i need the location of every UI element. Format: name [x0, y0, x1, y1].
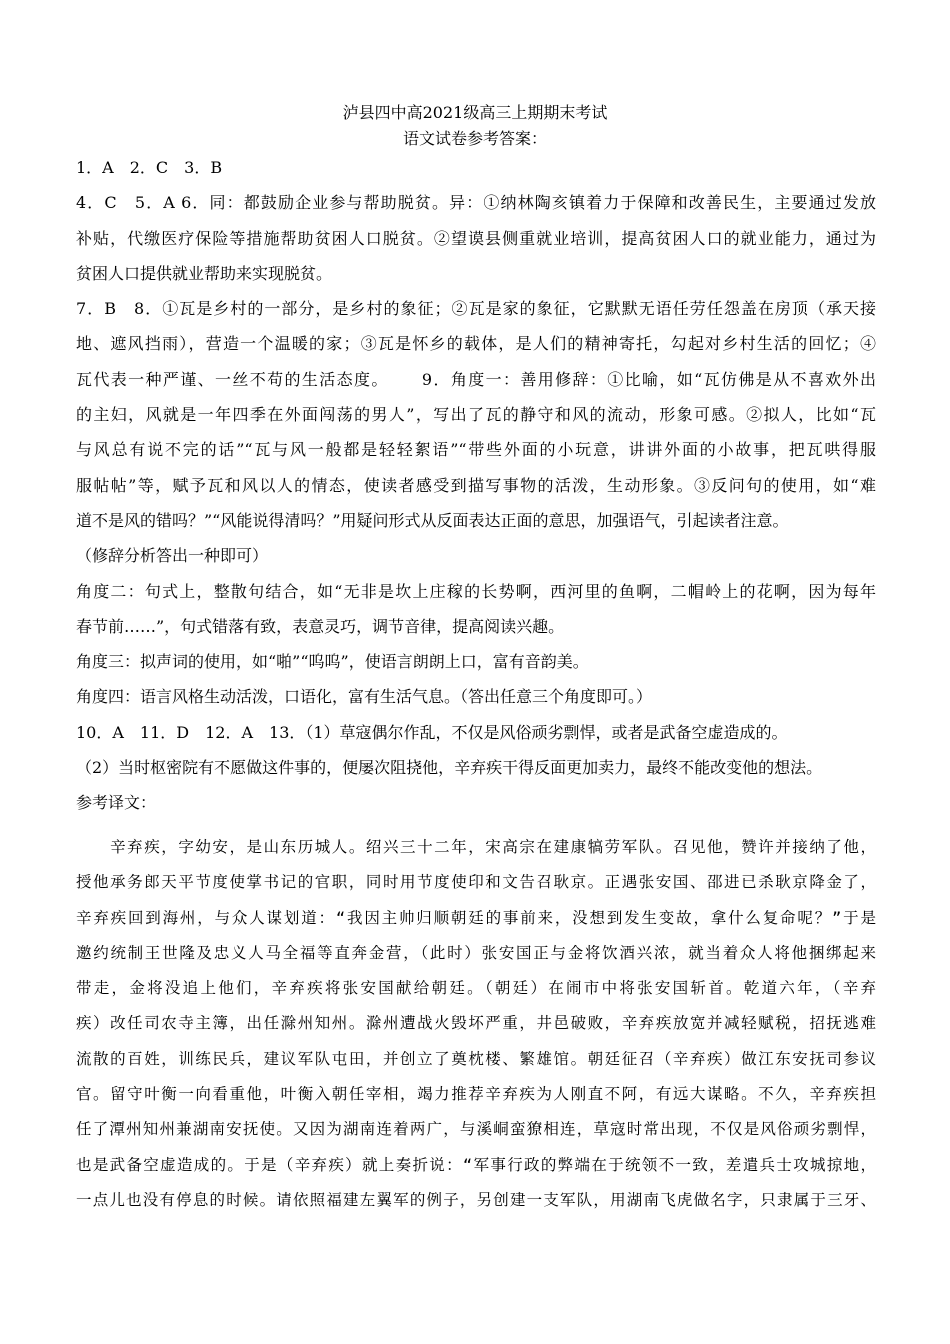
answer-line: 与风总有说不完的话”“瓦与风一般都是轻轻絮语”“带些外面的小玩意，讲讲外面的小故事，把瓦哄得服 [76, 440, 876, 460]
answer-line: 参考译文： [76, 793, 157, 813]
translation-line: 辛弃疾，字幼安，是山东历城人。绍兴三十二年，宋高宗在建康犒劳军队。召见他，赞许并接纳了他， [76, 838, 876, 856]
translation-line: 任了潭州知州兼湖南安抚使。又因为湖南连着两广，与溪峒蛮獠相连，草寇时常出现，不仅是风俗顽劣剽悍， [76, 1120, 876, 1139]
answer-line: 的主妇，风就是一年四季在外面闯荡的男人”，写出了瓦的静守和风的流动，形象可感。②拟人，比如“瓦 [76, 405, 876, 425]
translation-line: 也是武备空虚造成的。于是（辛弃疾）就上奏折说：“军事行政的弊端在于统领不一致，差遣兵士攻城掠地， [76, 1155, 876, 1174]
answer-line: 10．A 11．D 12．A 13．（1）草寇偶尔作乱，不仅是风俗顽劣剽悍，或者是武备空虚造成的。 [76, 722, 788, 742]
translation-line: 邀约统制王世隆及忠义人马全福等直奔金营，（此时）张安国正与金将饮酒兴浓，就当着众人将他捆绑起来 [76, 943, 876, 962]
answer-line: 贫困人口提供就业帮助来实现脱贫。 [76, 263, 333, 283]
answer-line: 角度二：句式上，整散句结合，如“无非是坎上庄稼的长势啊，西河里的鱼啊，二帽岭上的花啊，因为每年 [76, 581, 876, 601]
translation-line: 疾）改任司农寺主簿，出任滁州知州。滁州遭战火毁坏严重，井邑破败，辛弃疾放宽并减轻赋税，招抚逃难 [76, 1014, 876, 1033]
answer-line: 补贴，代缴医疗保险等措施帮助贫困人口脱贫。②望谟县侧重就业培训，提高贫困人口的就业能力，通过为 [76, 228, 876, 248]
translation-line: 辛弃疾回到海州，与众人谋划道：“我因主帅归顺朝廷的事前来，没想到发生变故，拿什么复命呢？”于是 [76, 908, 876, 927]
answer-line: 角度四：语言风格生动活泼，口语化，富有生活气息。（答出任意三个角度即可。） [76, 687, 653, 707]
answer-line: 1．A 2．C 3．B [76, 158, 223, 177]
answer-section [76, 150, 876, 821]
answer-line: 服帖帖”等，赋予瓦和风以人的情态，使读者感受到描写事物的活泼，生动形象。③反问句的使用，如“难 [76, 475, 876, 495]
answer-line: 瓦代表一种严谨、一丝不苟的生活态度。 9．角度一：善用修辞：①比喻，如“瓦仿佛是从不喜欢外出 [76, 369, 876, 389]
translation-section [76, 830, 876, 1218]
translation-line: 一点儿也没有停息的时候。请依照福建左翼军的例子，另创建一支军队，用湖南飞虎做名字，只隶属于三牙、 [76, 1190, 876, 1209]
answer-line: （修辞分析答出一种即可） [76, 546, 269, 566]
answer-line: 地、遮风挡雨），营造一个温暖的家；③瓦是怀乡的载体，是人们的精神寄托，勾起对乡村生活的回忆；④ [76, 334, 876, 354]
answer-line: 7．B 8．①瓦是乡村的一部分，是乡村的象征；②瓦是家的象征，它默默无语任劳任怨盖在房顶（承天接 [76, 299, 876, 319]
answer-line: 道不是风的错吗？”“风能说得清吗？”用疑问形式从反面表达正面的意思，加强语气，引起读者注意。 [76, 510, 789, 530]
translation-line: 授他承务郎天平节度使掌书记的官职，同时用节度使印和文告召耿京。正遇张安国、邵进已杀耿京降金了， [76, 873, 876, 892]
answer-line: 4．C 5．A 6．同：都鼓励企业参与帮助脱贫。异：①纳林陶亥镇着力于保障和改善民生，主要通过发放 [76, 193, 876, 213]
answer-line: 春节前……”，句式错落有致，表意灵巧，调节音律，提高阅读兴趣。 [76, 616, 565, 636]
translation-line: 带走，金将没追上他们，辛弃疾将张安国献给朝廷。（朝廷）在闹市中将张安国斩首。乾道六年，（辛弃 [76, 979, 876, 998]
answer-line: （2）当时枢密院有不愿做这件事的，便屡次阻挠他，辛弃疾干得反面更加卖力，最终不能改变他的想法。 [76, 758, 823, 778]
document-subtitle: 语文试卷参考答案： [402, 129, 547, 148]
translation-line: 流散的百姓，训练民兵，建议军队屯田，并创立了奠枕楼、繁雄馆。朝廷征召（辛弃疾）做江东安抚司参议 [76, 1049, 876, 1068]
translation-line: 官。留守叶衡一向看重他，叶衡入朝任宰相，竭力推荐辛弃疾为人刚直不阿，有远大谋略。不久，辛弃疾担 [76, 1085, 876, 1104]
answer-line: 角度三：拟声词的使用，如“啪”“呜呜”，使语言朗朗上口，富有音韵美。 [76, 652, 589, 672]
document-title: 泸县四中高2021级高三上期期末考试 [342, 103, 608, 122]
